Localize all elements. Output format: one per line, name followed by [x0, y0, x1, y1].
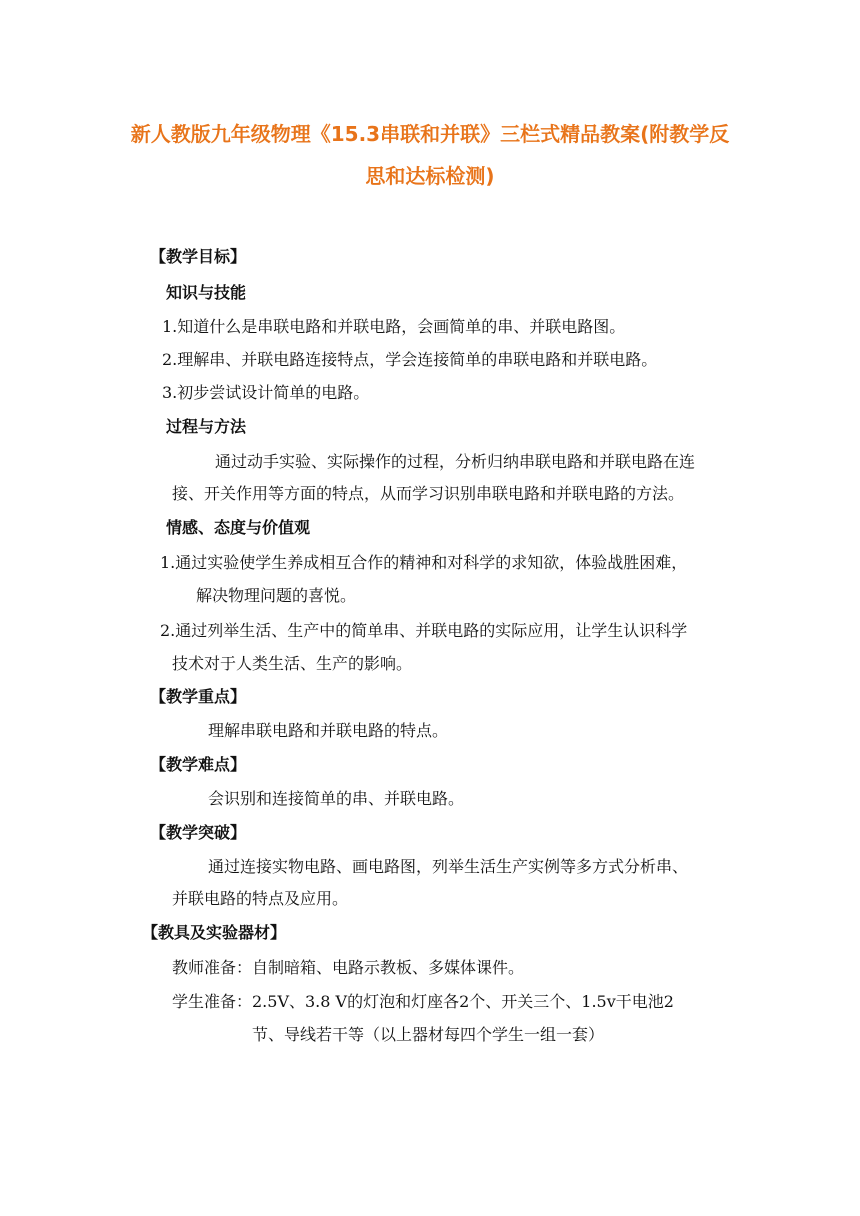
difficulties-text: 会识别和连接简单的串、并联电路。 [208, 789, 465, 808]
breakthrough-heading: 【教学突破】 [150, 823, 247, 842]
process-methods-line-2: 接、开关作用等方面的特点，从而学习识别串联电路和并联电路的方法。 [172, 484, 685, 503]
process-methods-line-1: 通过动手实验、实际操作的过程，分析归纳串联电路和并联电路在连 [215, 452, 696, 471]
emotion-item-2-line-1: 2.通过列举生活、生产中的简单串、并联电路的实际应用，让学生认识科学 [160, 621, 688, 640]
equipment-student-line-2: 节、导线若干等（以上器材每四个学生一组一套） [252, 1025, 605, 1044]
equipment-teacher: 教师准备：自制暗箱、电路示教板、多媒体课件。 [172, 958, 525, 977]
teaching-goals-heading: 【教学目标】 [150, 247, 247, 266]
process-methods-heading: 过程与方法 [166, 417, 247, 436]
document-title-line-2: 思和达标检测) [365, 164, 495, 188]
knowledge-item-3: 3.初步尝试设计简单的电路。 [162, 383, 370, 402]
knowledge-item-1: 1.知道什么是串联电路和并联电路，会画简单的串、并联电路图。 [162, 317, 626, 336]
breakthrough-line-2: 并联电路的特点及应用。 [172, 889, 349, 908]
knowledge-item-2: 2.理解串、并联电路连接特点，学会连接简单的串联电路和并联电路。 [162, 350, 658, 369]
equipment-student-line-1: 学生准备：2.5V、3.8 V的灯泡和灯座各2个、开关三个、1.5v干电池2 [172, 992, 674, 1011]
equipment-heading: 【教具及实验器材】 [142, 923, 287, 942]
emotion-values-heading: 情感、态度与价值观 [166, 518, 311, 537]
breakthrough-line-1: 通过连接实物电路、画电路图，列举生活生产实例等多方式分析串、 [208, 857, 689, 876]
knowledge-skills-heading: 知识与技能 [166, 283, 247, 302]
emotion-item-1-line-1: 1.通过实验使学生养成相互合作的精神和对科学的求知欲，体验战胜困难， [160, 553, 688, 572]
key-points-heading: 【教学重点】 [150, 687, 247, 706]
emotion-item-1-line-2: 解决物理问题的喜悦。 [196, 586, 357, 605]
document-title-line-1: 新人教版九年级物理《15.3串联和并联》三栏式精品教案(附教学反 [130, 122, 730, 146]
difficulties-heading: 【教学难点】 [150, 755, 247, 774]
emotion-item-2-line-2: 技术对于人类生活、生产的影响。 [172, 654, 413, 673]
key-points-text: 理解串联电路和并联电路的特点。 [208, 721, 449, 740]
